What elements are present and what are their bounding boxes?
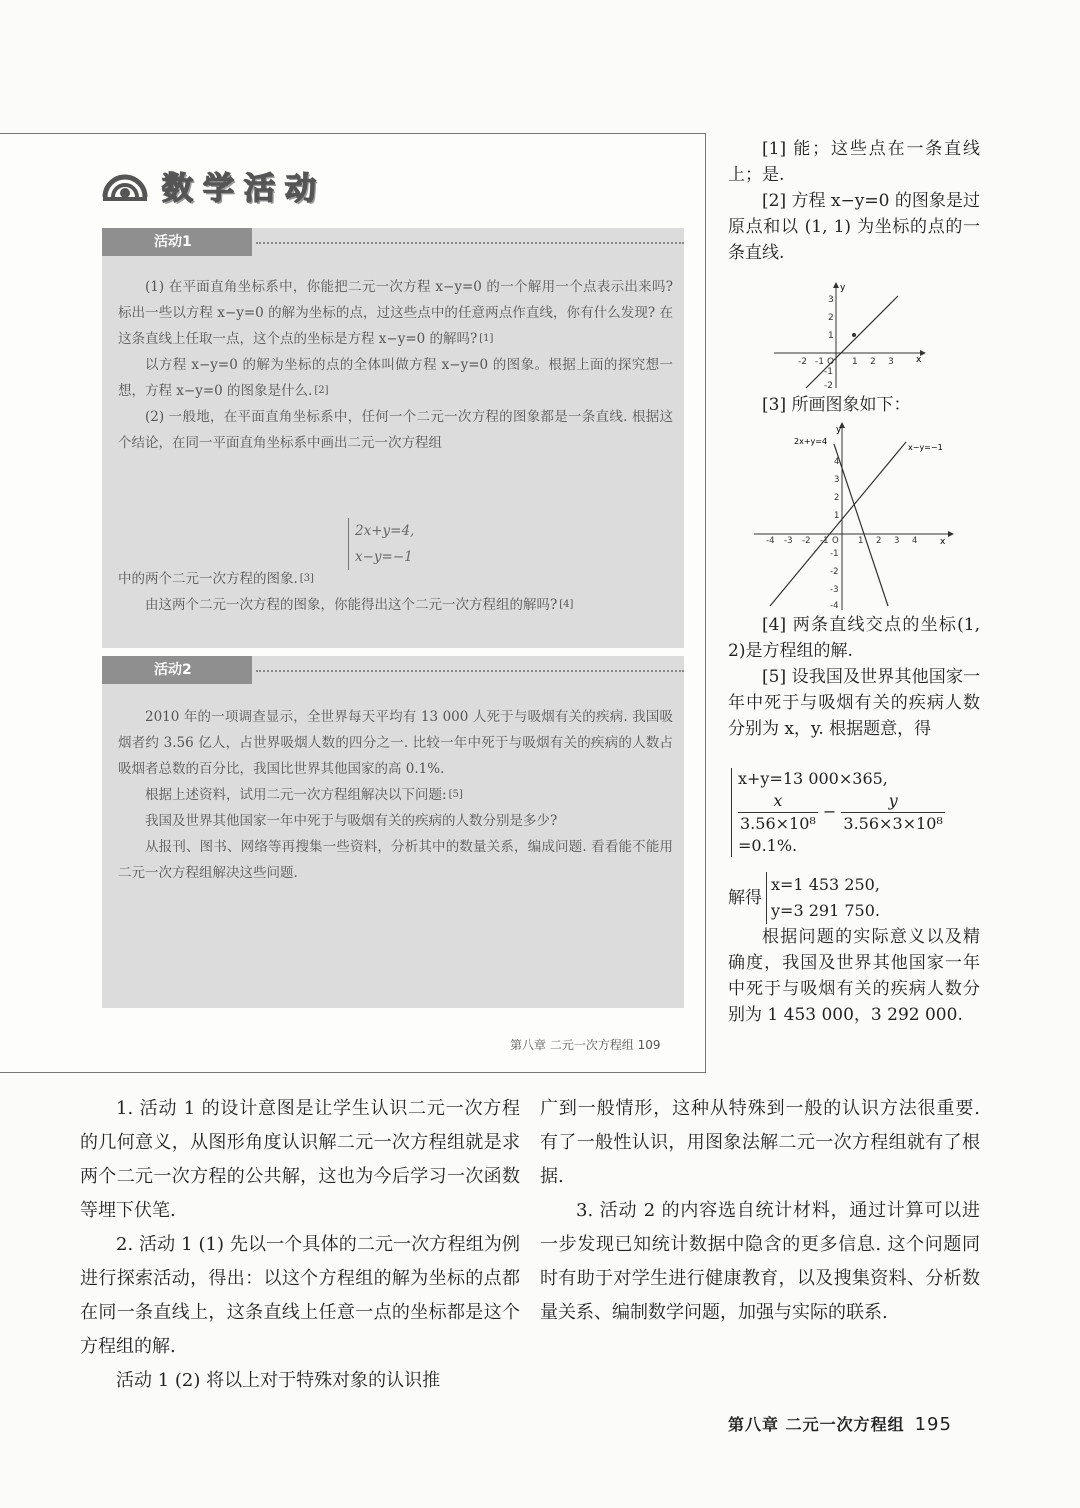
tick-label: 3 (894, 536, 900, 546)
tick-label: 2 (876, 536, 882, 546)
x-axis-label: x (916, 355, 922, 365)
paragraph: 从报刊、图书、网络等再搜集一些资料，分析其中的数量关系，编成问题. 看看能不能用二元一次方程组解决这些问题. (118, 839, 673, 881)
equation-system: 2x+y=4, x−y=−1 (348, 518, 414, 570)
solution-block: 解得 x=1 453 250, y=3 291 750. (728, 872, 880, 924)
annotation-3: [3] 所画图象如下： (762, 395, 911, 415)
y-axis-label: y (836, 425, 842, 435)
inner-page-footer: 第八章 二元一次方程组 109 (510, 1038, 661, 1052)
paragraph: 由这两个二元一次方程的图象，你能得出这个二元一次方程组的解吗? [4] (145, 597, 574, 613)
paragraph: 2. 活动 1 (1) 先以一个具体的二元一次方程组为例进行探索活动，得出：以这个方程组的解为坐标的点都在同一条直线上，这条直线上任意一点的坐标都是这个方程组的解. (80, 1234, 520, 1357)
tick-label: -2 (830, 567, 839, 577)
annotation-1-2 (728, 136, 980, 266)
tick-label: -1 (820, 536, 829, 546)
tick-label: 2 (870, 357, 876, 367)
tick-label: -4 (830, 601, 839, 611)
solution-system: x=1 453 250, y=3 291 750. (766, 872, 880, 924)
annotation-4: [4] 两条直线交点的坐标(1, 2)是方程组的解. (728, 615, 980, 661)
tick-label: -1 (815, 357, 824, 367)
tick-label: -4 (766, 536, 775, 546)
teaching-notes-left (80, 1092, 520, 1398)
tick-label: 3 (828, 295, 834, 305)
paragraph: 广到一般情形，这种从特殊到一般的认识方法很重要. 有了一般性认识，用图象法解二元一次方程组就有了根据. (540, 1098, 980, 1187)
paragraph: 活动 1 (2) 将以上对于特殊对象的认识推 (116, 1370, 441, 1391)
y-axis-label: y (840, 283, 846, 293)
graph-x-minus-y (770, 280, 930, 392)
activity2-text (118, 704, 673, 886)
annotation-equation-system: x+y=13 000×365, $\frac{x}{\text{3.56×10⁸}}$ − $\frac{y}{\text{3.56×3×10⁸}}$ =0.1%. (731, 768, 990, 857)
paragraph: 中的两个二元一次方程的图象. [3] (118, 571, 314, 587)
paragraph: 根据上述资料，试用二元一次方程组解决以下问题: [5] (145, 787, 463, 803)
paragraph: 2010 年的一项调查显示，全世界每天平均有 13 000 人死于与吸烟有关的疾病. 我国吸烟者约 3.56 亿人，占世界吸烟人数的四分之一. 比较一年中死于与吸烟有关的疾病的人数占吸烟者总数的百分比，我国比世界其他国家的高 0.1%. (118, 709, 673, 777)
paragraph: 我国及世界其他国家一年中死于与吸烟有关的疾病的人数分别是多少? (145, 813, 558, 829)
annotation-2: [2] 方程 x−y=0 的图象是过原点和以 (1, 1) 为坐标的点的一条直线. (728, 191, 980, 263)
paragraph: 3. 活动 2 的内容选自统计材料，通过计算可以进一步发现已知统计数据中隐含的更多信息. 这个问题同时有助于对学生进行健康教育，以及搜集资料、分析数量关系、编制数学问题，加强与实际的联系. (540, 1200, 980, 1323)
activity-title-row (100, 162, 326, 208)
tick-label: -2 (824, 381, 833, 391)
tick-label: 1 (834, 511, 840, 521)
annotation-5: [5] 设我国及世界其他国家一年中死于与吸烟有关的疾病人数分别为 x，y. 根据题意，得 (728, 667, 980, 739)
tick-label: -1 (824, 367, 833, 377)
tick-label: 1 (828, 331, 834, 341)
line-label: x−y=−1 (908, 443, 943, 452)
page-number: 195 (914, 1414, 952, 1435)
tick-label: 2 (828, 313, 834, 323)
tick-label: 3 (834, 475, 840, 485)
tick-label: 4 (834, 457, 840, 467)
graph-equation-system (750, 420, 960, 612)
tick-label: 1 (852, 357, 858, 367)
activity1-text (118, 274, 673, 456)
paragraph: 以方程 x−y=0 的解为坐标的点的全体叫做方程 x−y=0 的图象。根据上面的探究想一想，方程 x−y=0 的图象是什么. [2] (118, 357, 673, 399)
activity1-text-cont (118, 566, 673, 618)
activity-logo-icon (100, 165, 150, 205)
annotation-4-5 (728, 612, 980, 742)
activity-title: 数学活动 (162, 170, 326, 207)
page-footer (728, 1412, 952, 1435)
fraction-equation: $\frac{x}{\text{3.56×10⁸}}$ − $\frac{y}{\text{3.56×3×10⁸}}$ (740, 791, 943, 833)
tick-label: 2 (834, 493, 840, 503)
divider (256, 670, 684, 672)
tick-label: -2 (798, 357, 807, 367)
paragraph: 1. 活动 1 的设计意图是让学生认识二元一次方程的几何意义，从图形角度认识解二元一次方程组就是求两个二元一次方程的公共解，这也为今后学习一次函数等埋下伏笔. (80, 1098, 520, 1221)
chapter-title: 第八章 二元一次方程组 (728, 1415, 905, 1434)
paragraph: (2) 一般地，在平面直角坐标系中，任何一个二元一次方程的图象都是一条直线. 根据这个结论，在同一平面直角坐标系中画出二元一次方程组 (118, 409, 673, 451)
tick-label: O (827, 357, 835, 367)
annotation-conclusion: 根据问题的实际意义以及精确度，我国及世界其他国家一年中死于与吸烟有关的疾病人数分别为 1 453 000，3 292 000. (728, 927, 980, 1025)
line-label: 2x+y=4 (794, 437, 828, 446)
annotation-1: [1] 能；这些点在一条直线上；是. (728, 139, 980, 185)
tick-label: -1 (830, 549, 839, 559)
activity2-label: 活动2 (102, 656, 252, 684)
tick-label: -3 (830, 585, 839, 595)
tick-label: O (832, 536, 839, 546)
tick-label: 3 (888, 357, 894, 367)
tick-label: 4 (912, 536, 918, 546)
tick-label: -3 (784, 536, 793, 546)
x-axis-label: x (940, 537, 946, 547)
teaching-notes-right (540, 1092, 980, 1330)
tick-label: 1 (858, 536, 864, 546)
activity1-label: 活动1 (102, 228, 252, 256)
divider (256, 242, 684, 244)
paragraph: (1) 在平面直角坐标系中，你能把二元一次方程 x−y=0 的一个解用一个点表示出来吗? 标出一些以方程 x−y=0 的解为坐标的点，过这些点中的任意两点作直线，你有什么发现? 在这条直线上任取一点，这个点的坐标是方程 x−y=0 的解吗? [1] (118, 279, 673, 347)
tick-label: -2 (802, 536, 811, 546)
